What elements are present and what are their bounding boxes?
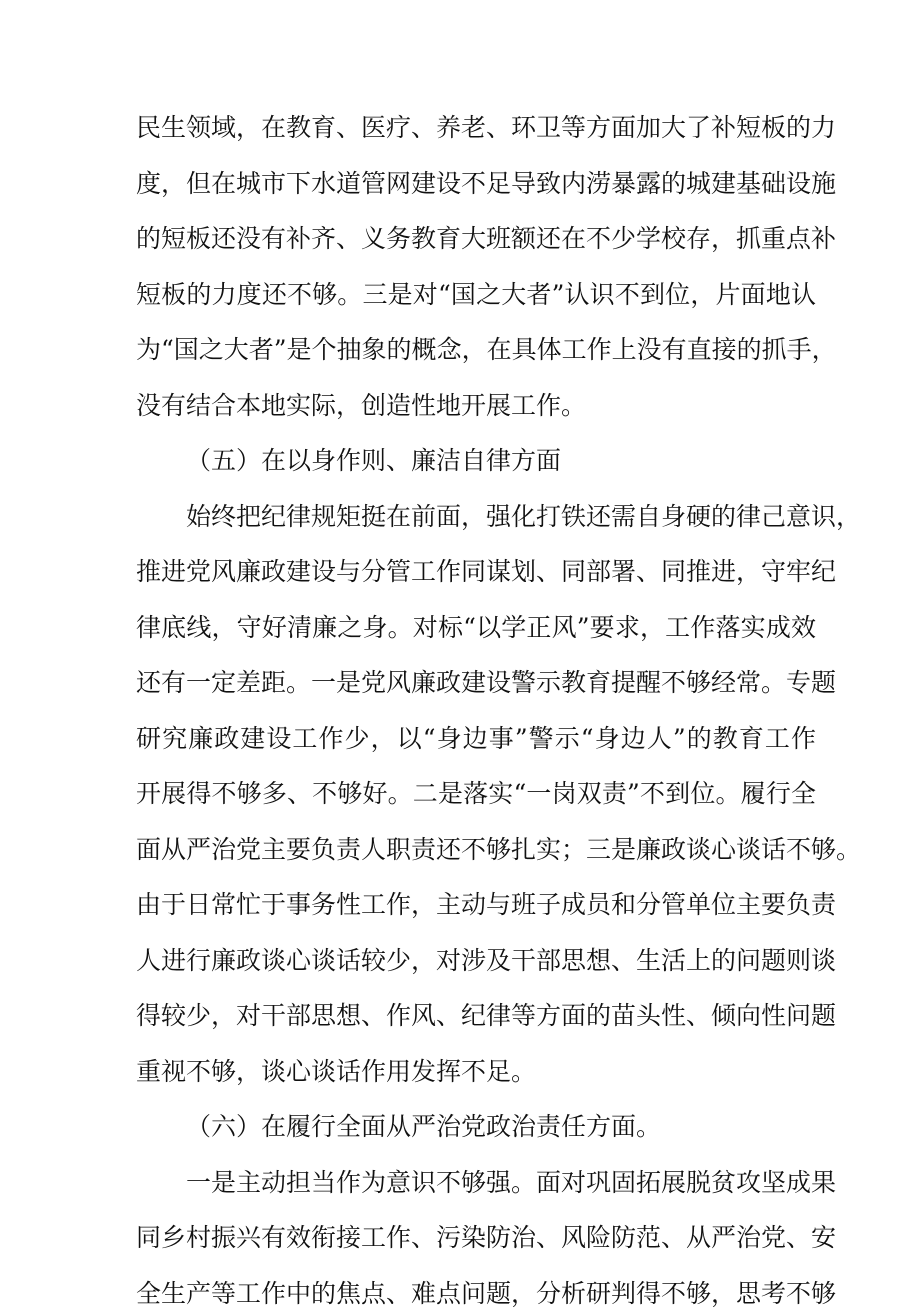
text-line: 律底线，守好清廉之身。对标“以学正风”要求，工作落实成效 — [136, 613, 816, 642]
text-line: 面从严治党主要负责人职责还不够扎实；三是廉政谈心谈话不够。 — [136, 835, 862, 864]
text-line: 度，但在城市下水道管网建设不足导致内涝暴露的城建基础设施 — [136, 169, 837, 198]
section-heading: （五）在以身作则、廉洁自律方面 — [186, 446, 562, 475]
text-line: 民生领域，在教育、医疗、养老、环卫等方面加大了补短板的力 — [136, 113, 837, 142]
text-line: 为“国之大者”是个抽象的概念，在具体工作上没有直接的抓手， — [136, 335, 837, 364]
text-line: 没有结合本地实际，创造性地开展工作。 — [136, 391, 587, 420]
text-line: 同乡村振兴有效衔接工作、污染防治、风险防范、从严治党、安 — [136, 1223, 837, 1252]
text-line: 重视不够，谈心谈话作用发挥不足。 — [136, 1057, 537, 1086]
text-line: 还有一定差距。一是党风廉政建设警示教育提醒不够经常。专题 — [136, 668, 837, 697]
section-heading: （六）在履行全面从严治党政治责任方面。 — [186, 1112, 662, 1141]
text-line: 推进党风廉政建设与分管工作同谋划、同部署、同推进，守牢纪 — [136, 557, 837, 586]
text-line: 一是主动担当作为意识不够强。面对巩固拓展脱贫攻坚成果 — [186, 1168, 837, 1197]
text-line: 始终把纪律规矩挺在前面，强化打铁还需自身硬的律己意识， — [186, 502, 862, 531]
text-line: 研究廉政建设工作少，以“身边事”警示“身边人”的教育工作 — [136, 724, 816, 753]
text-line: 由于日常忙于事务性工作，主动与班子成员和分管单位主要负责 — [136, 890, 837, 919]
text-line: 短板的力度还不够。三是对“国之大者”认识不到位，片面地认 — [136, 280, 816, 309]
text-line: 得较少，对干部思想、作风、纪律等方面的苗头性、倾向性问题 — [136, 1001, 837, 1030]
text-line: 的短板还没有补齐、义务教育大班额还在不少学校存，抓重点补 — [136, 224, 837, 253]
text-line: 全生产等工作中的焦点、难点问题，分析研判得不够，思考不够 — [136, 1279, 837, 1308]
text-line: 开展得不够多、不够好。二是落实“一岗双责”不到位。履行全 — [136, 779, 816, 808]
text-line: 人进行廉政谈心谈话较少，对涉及干部思想、生活上的问题则谈 — [136, 946, 837, 975]
